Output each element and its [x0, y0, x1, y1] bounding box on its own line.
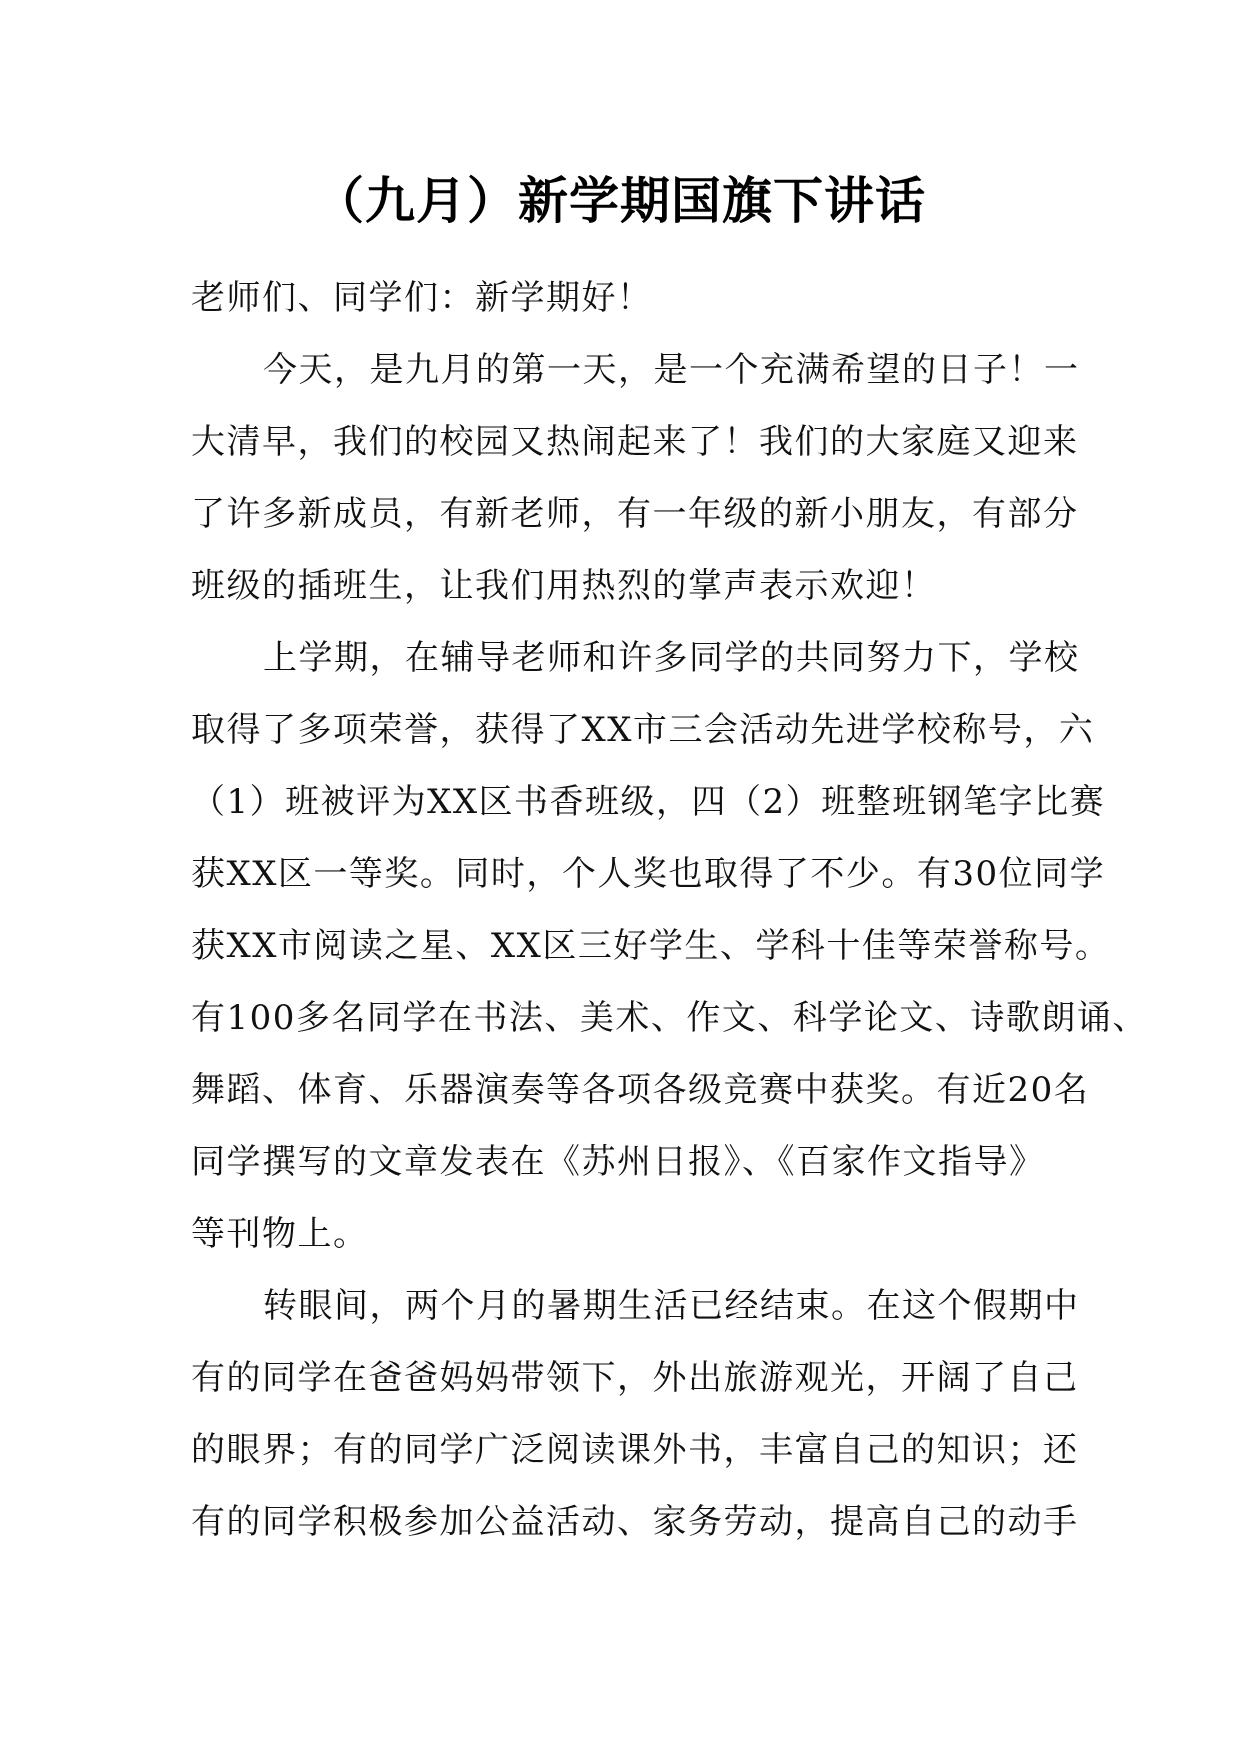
- text-line: 有的同学积极参加公益活动、家务劳动，提高自己的动手: [191, 1502, 1079, 1542]
- text-line: 舞蹈、体育、乐器演奏等各项各级竞赛中获奖。有近20名: [191, 1070, 1090, 1110]
- text-line: 有的同学在爸爸妈妈带领下，外出旅游观光，开阔了自己: [191, 1358, 1079, 1398]
- text-line: 大清早，我们的校园又热闹起来了！我们的大家庭又迎来: [191, 422, 1079, 462]
- text-line: 了许多新成员，有新老师，有一年级的新小朋友，有部分: [191, 494, 1079, 534]
- text-line: 上学期，在辅导老师和许多同学的共同努力下，学校: [263, 638, 1080, 678]
- text-line: 等刊物上。: [191, 1214, 369, 1254]
- text-line: 有100多名同学在书法、美术、作文、科学论文、诗歌朗诵、: [191, 998, 1148, 1038]
- text-line: 同学撰写的文章发表在《苏州日报》、《百家作文指导》: [191, 1142, 1045, 1182]
- speech-body: [191, 262, 1148, 1558]
- text-line: 转眼间，两个月的暑期生活已经结束。在这个假期中: [263, 1286, 1080, 1326]
- text-line: 班级的插班生，让我们用热烈的掌声表示欢迎！: [191, 566, 937, 606]
- text-line-greeting: 老师们、同学们：新学期好！: [191, 278, 653, 318]
- text-line: （1）班被评为XX区书香班级，四（2）班整班钢笔字比赛: [191, 782, 1106, 822]
- text-line: 获XX区一等奖。同时，个人奖也取得了不少。有30位同学: [191, 854, 1106, 894]
- text-line: 获XX市阅读之星、XX区三好学生、学科十佳等荣誉称号。: [191, 926, 1111, 966]
- text-line: 的眼界；有的同学广泛阅读课外书，丰富自己的知识；还: [191, 1430, 1079, 1470]
- page-title: （九月）新学期国旗下讲话: [314, 172, 926, 230]
- text-line: 取得了多项荣誉，获得了XX市三会活动先进学校称号，六: [191, 710, 1095, 750]
- text-line: 今天，是九月的第一天，是一个充满希望的日子！一: [263, 350, 1080, 390]
